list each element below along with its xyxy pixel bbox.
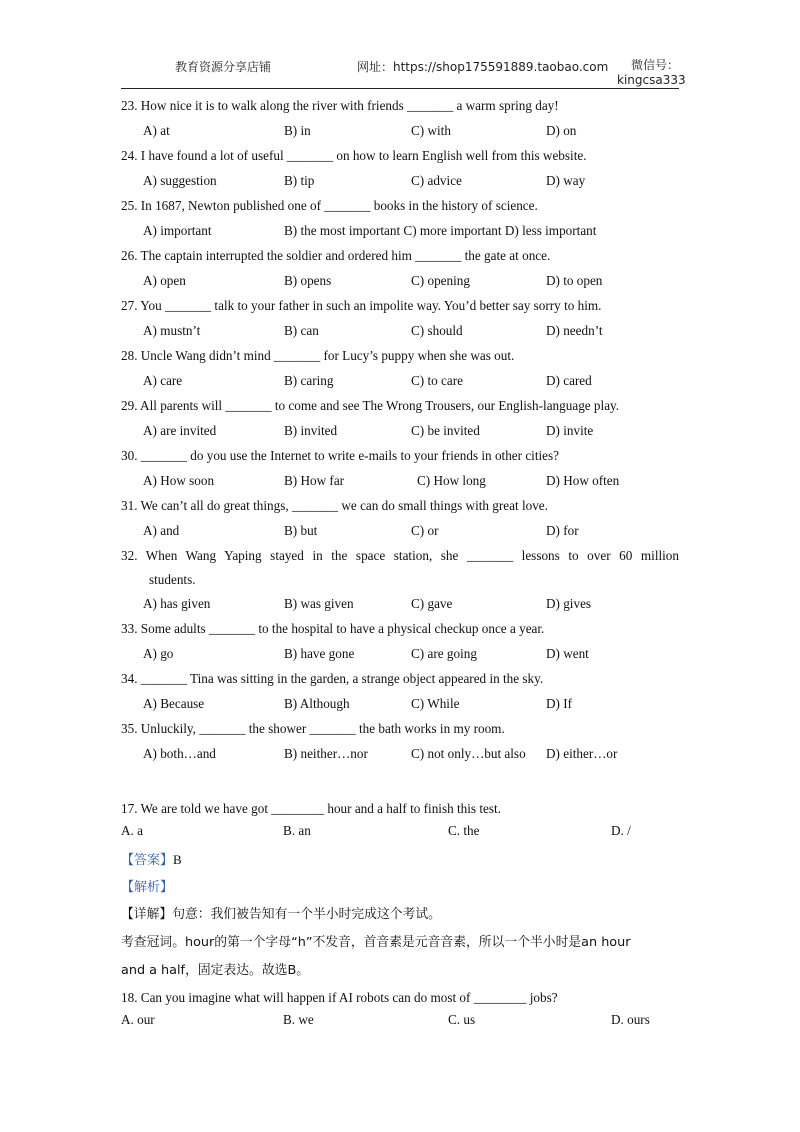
wechat-label: 微信号： [630, 58, 679, 72]
option-c: C) be invited [411, 423, 480, 438]
option-c: C) opening [411, 273, 470, 288]
question-stem: 17. We are told we have got ________ hour and a half to finish this test. [121, 801, 501, 816]
option-a: A. a [121, 823, 143, 838]
option-b: B. we [283, 1012, 314, 1027]
options-row [121, 118, 679, 143]
question-23 [121, 93, 679, 143]
option-d: D) to open [546, 273, 603, 288]
question-stem: 31. We can’t all do great things, _______ we can do small things with great love. [121, 498, 548, 513]
question-stem: 33. Some adults _______ to the hospital to have a physical checkup once a year. [121, 621, 545, 636]
question-26 [121, 243, 679, 293]
question-stem: 18. Can you imagine what will happen if AI robots can do most of ________ jobs? [121, 990, 558, 1005]
option-a: A) has given [143, 596, 211, 611]
wechat-info [617, 58, 686, 88]
question-34 [121, 666, 679, 716]
option-d: D. / [611, 823, 631, 838]
question-stem: 32. When Wang Yaping stayed in the space station, she _______ lessons to over 60 million [121, 548, 679, 563]
option-b: B) caring [284, 373, 334, 388]
option-c: C) with [411, 123, 451, 138]
option-b: B) invited [284, 423, 338, 438]
question-stem: 23. How nice it is to walk along the river with friends _______ a warm spring day! [121, 98, 559, 113]
option-d: D) for [546, 523, 579, 538]
option-c: C) to care [411, 373, 463, 388]
option-d: D) on [546, 123, 577, 138]
question-28 [121, 343, 679, 393]
explanation-line-1: 考查冠词。hour的第一个字母“h”不发音，首音素是元音音素，所以一个半小时是an hour [121, 935, 631, 950]
option-c: C) not only…but also [411, 746, 526, 761]
question-stem: 25. In 1687, Newton published one of _______ books in the history of science. [121, 198, 538, 213]
option-b: B) but [284, 523, 318, 538]
question-list [121, 93, 679, 766]
page-header [121, 56, 686, 89]
options-row [121, 1010, 679, 1035]
option-a: A) go [143, 646, 174, 661]
option-c: C) While [411, 696, 460, 711]
detail-text: 句意：我们被告知有一个半小时完成这个考试。 [172, 907, 441, 922]
option-d: D) cared [546, 373, 592, 388]
option-b: B) was given [284, 596, 354, 611]
option-b: B) How far [284, 473, 345, 488]
options-row [121, 591, 679, 616]
option-a: A) How soon [143, 473, 215, 488]
question-25 [121, 193, 679, 243]
option-a: A. our [121, 1012, 155, 1027]
explanation-line-2: and a half，固定表达。故选B。 [121, 963, 310, 978]
options-row [121, 168, 679, 193]
option-d: D) needn’t [546, 323, 603, 338]
options-row [121, 468, 679, 493]
analysis-tag: 【解析】 [121, 880, 174, 895]
option-b-c-d: B) the most important C) more important D) less important [284, 223, 597, 238]
option-a: A) mustn’t [143, 323, 201, 338]
option-c: C) should [411, 323, 463, 338]
option-b: B) opens [284, 273, 332, 288]
option-d: D) How often [546, 473, 620, 488]
question-35 [121, 716, 679, 766]
options-row [121, 691, 679, 716]
question-33 [121, 616, 679, 666]
question-17 [121, 796, 679, 985]
option-c: C) How long [417, 473, 486, 488]
option-c: C) or [411, 523, 439, 538]
option-a: A) at [143, 123, 170, 138]
question-29 [121, 393, 679, 443]
options-row [121, 318, 679, 343]
option-d: D) If [546, 696, 572, 711]
options-row [121, 641, 679, 666]
wechat-id: kingcsa333 [617, 73, 686, 87]
question-27 [121, 293, 679, 343]
option-a: A) are invited [143, 423, 217, 438]
question-stem: 34. _______ Tina was sitting in the garden, a strange object appeared in the sky. [121, 671, 544, 686]
option-b: B) Although [284, 696, 350, 711]
question-stem: 35. Unluckily, _______ the shower _______ the bath works in my room. [121, 721, 505, 736]
detail-line [121, 901, 679, 929]
detail-tag: 【详解】 [121, 907, 173, 922]
shop-name: 教育资源分享店铺 [175, 60, 272, 74]
option-a: A) open [143, 273, 186, 288]
question-32 [121, 543, 679, 616]
option-a: A) and [143, 523, 180, 538]
option-b: B) in [284, 123, 311, 138]
options-row [121, 741, 679, 766]
option-b: B) neither…nor [284, 746, 368, 761]
option-c: C) are going [411, 646, 477, 661]
option-d: D) gives [546, 596, 592, 611]
question-stem: 28. Uncle Wang didn’t mind _______ for Lucy’s puppy when she was out. [121, 348, 515, 363]
option-d: D. ours [611, 1012, 650, 1027]
option-b: B) tip [284, 173, 315, 188]
option-d: D) invite [546, 423, 594, 438]
option-a: A) Because [143, 696, 205, 711]
option-a: A) suggestion [143, 173, 217, 188]
question-stem: 24. I have found a lot of useful _______ on how to learn English well from this website. [121, 148, 587, 163]
option-a: A) important [143, 223, 212, 238]
options-row [121, 368, 679, 393]
question-stem: 29. All parents will _______ to come and see The Wrong Trousers, our English-language play. [121, 398, 620, 413]
option-b: B. an [283, 823, 311, 838]
shop-url: 网址：https://shop175591889.taobao.com [357, 60, 609, 74]
options-row [121, 821, 679, 846]
question-stem: 30. _______ do you use the Internet to write e-mails to your friends in other cities? [121, 448, 560, 463]
option-d: D) went [546, 646, 589, 661]
options-row [121, 268, 679, 293]
answer-tag: 【答案】 [121, 853, 174, 868]
answer-value: B [173, 852, 182, 867]
option-c: C) gave [411, 596, 453, 611]
option-c: C) advice [411, 173, 462, 188]
question-31 [121, 493, 679, 543]
option-b: B) have gone [284, 646, 355, 661]
question-stem: 27. You _______ talk to your father in such an impolite way. You’d better say sorry to him. [121, 298, 602, 313]
explained-section [121, 796, 679, 1035]
question-18 [121, 985, 679, 1035]
question-stem: 26. The captain interrupted the soldier and ordered him _______ the gate at once. [121, 248, 551, 263]
option-c: C. us [448, 1012, 476, 1027]
option-b: B) can [284, 323, 319, 338]
question-24 [121, 143, 679, 193]
option-a: A) care [143, 373, 183, 388]
options-row [121, 518, 679, 543]
options-row [121, 218, 679, 243]
question-stem-continuation: students. [149, 572, 196, 587]
question-30 [121, 443, 679, 493]
option-c: C. the [448, 823, 480, 838]
option-d: D) either…or [546, 746, 618, 761]
option-d: D) way [546, 173, 586, 188]
option-a: A) both…and [143, 746, 216, 761]
answer-line [121, 846, 679, 874]
options-row [121, 418, 679, 443]
